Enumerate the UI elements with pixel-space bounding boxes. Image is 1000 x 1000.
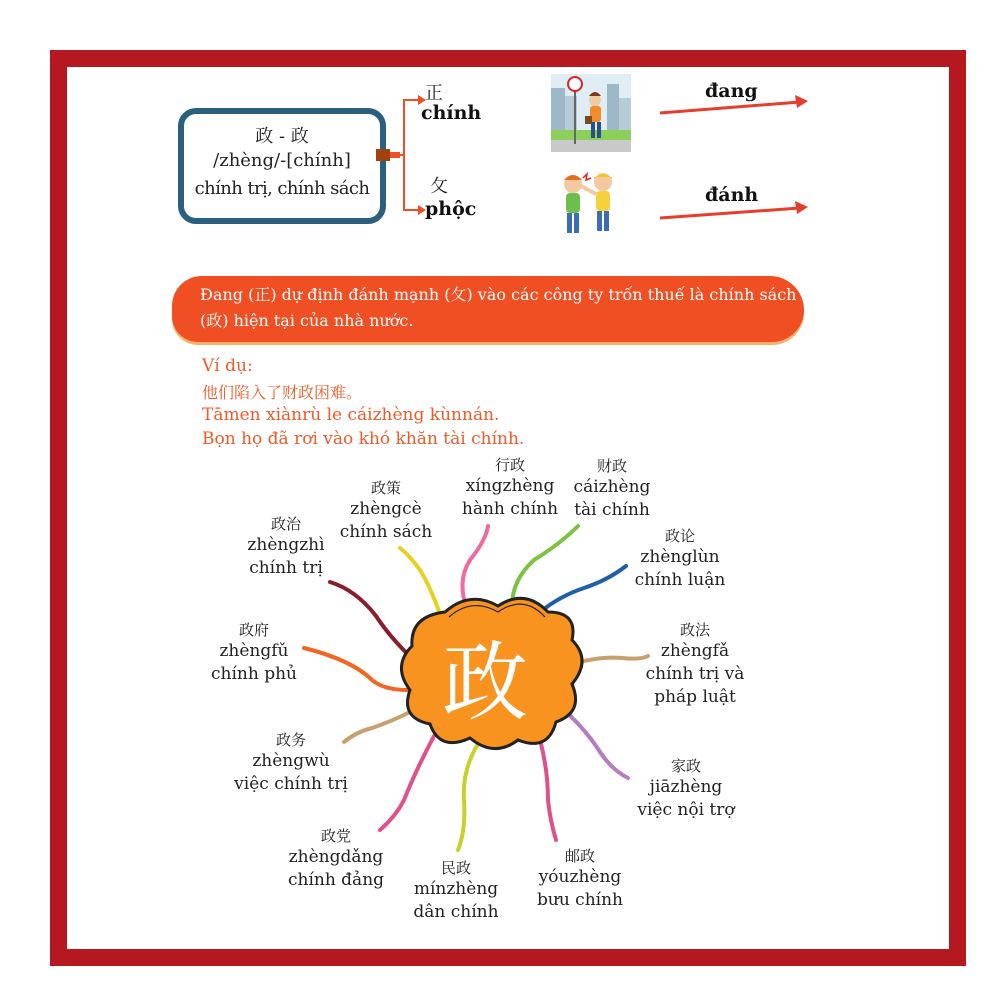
branch-line: [400, 548, 440, 614]
word-hanzi: 政策: [370, 479, 401, 497]
definition-meaning: chính trị, chính sách: [194, 178, 370, 199]
word-meaning: tài chính: [574, 500, 650, 520]
word-pinyin: cáizhèng: [573, 477, 651, 497]
word-item: [184, 620, 324, 686]
example-label: Ví dụ:: [202, 356, 253, 376]
word-meaning: dân chính: [413, 902, 499, 922]
component-1-hanzi: 正: [425, 83, 443, 104]
word-meaning: chính phủ: [211, 664, 297, 684]
word-meaning: việc nội trợ: [637, 800, 735, 820]
branch-line: [458, 744, 478, 850]
word-item: [616, 756, 756, 822]
component-1-meaning: đang: [705, 80, 758, 102]
word-hanzi: 政府: [238, 621, 269, 639]
word-meaning: chính luận: [634, 570, 726, 590]
mnemonic-text: Đang (正) dự định đánh mạnh (攵) vào các công ty trốn thuế là chính sách (政) hiện tại của nhà nước.: [200, 285, 797, 330]
word-hanzi: 民政: [440, 859, 471, 877]
word-hanzi: 政法: [679, 621, 710, 639]
word-pinyin: zhèngwù: [252, 751, 330, 771]
word-item: [510, 846, 650, 912]
component-1-viet: chính: [421, 102, 482, 124]
word-meaning: hành chính: [461, 499, 559, 519]
word-item: [610, 526, 750, 592]
word-pinyin: xíngzhèng: [465, 476, 555, 496]
example-vietnamese: Bọn họ đã rơi vào khó khăn tài chính.: [202, 429, 525, 449]
word-pinyin: zhènglùn: [640, 547, 720, 567]
word-meaning: chính sách: [339, 522, 433, 542]
word-hanzi: 政论: [664, 527, 695, 545]
component-2-meaning: đánh: [705, 184, 759, 206]
example-chinese: 他们陷入了财政困难。: [202, 383, 363, 402]
word-meaning: việc chính trị: [234, 774, 348, 794]
word-pinyin: jiāzhèng: [649, 777, 723, 797]
word-pinyin: zhèngfǔ: [219, 641, 289, 661]
word-hanzi: 政务: [275, 731, 306, 749]
word-pinyin: zhèngcè: [350, 499, 422, 519]
word-hanzi: 政党: [320, 827, 351, 845]
word-hanzi: 邮政: [564, 847, 595, 865]
branch-line: [540, 740, 556, 840]
word-item: [630, 620, 760, 709]
word-item: [266, 826, 406, 892]
word-meaning: chính trị và pháp luật: [645, 664, 745, 707]
definition-pinyin: /zhèng/-[chính]: [213, 150, 351, 171]
branch-line: [330, 582, 414, 660]
word-pinyin: zhèngfǎ: [660, 641, 730, 661]
component-2-viet: phộc: [425, 198, 477, 220]
word-meaning: chính trị: [249, 558, 323, 578]
word-hanzi: 财政: [596, 457, 627, 475]
word-pinyin: mínzhèng: [413, 879, 499, 899]
definition-forms: 政 - 政: [255, 126, 309, 147]
component-2-hanzi: 攵: [430, 176, 448, 197]
word-pinyin: zhèngzhì: [247, 535, 325, 555]
word-meaning: bưu chính: [537, 890, 623, 910]
word-item: [542, 456, 682, 522]
word-meaning: chính đảng: [287, 870, 385, 890]
word-item: [316, 478, 456, 544]
word-pinyin: zhèngdǎng: [288, 847, 384, 867]
word-hanzi: 家政: [670, 757, 701, 775]
word-item: [386, 858, 526, 924]
word-hanzi: 政治: [270, 515, 301, 533]
word-pinyin: yóuzhèng: [538, 867, 622, 887]
word-hanzi: 行政: [494, 456, 525, 474]
center-character: 政: [442, 633, 528, 733]
word-item: [216, 730, 366, 796]
branch-line: [380, 736, 434, 830]
example-pinyin: Tāmen xiànrù le cáizhèng kùnnán.: [202, 405, 500, 425]
